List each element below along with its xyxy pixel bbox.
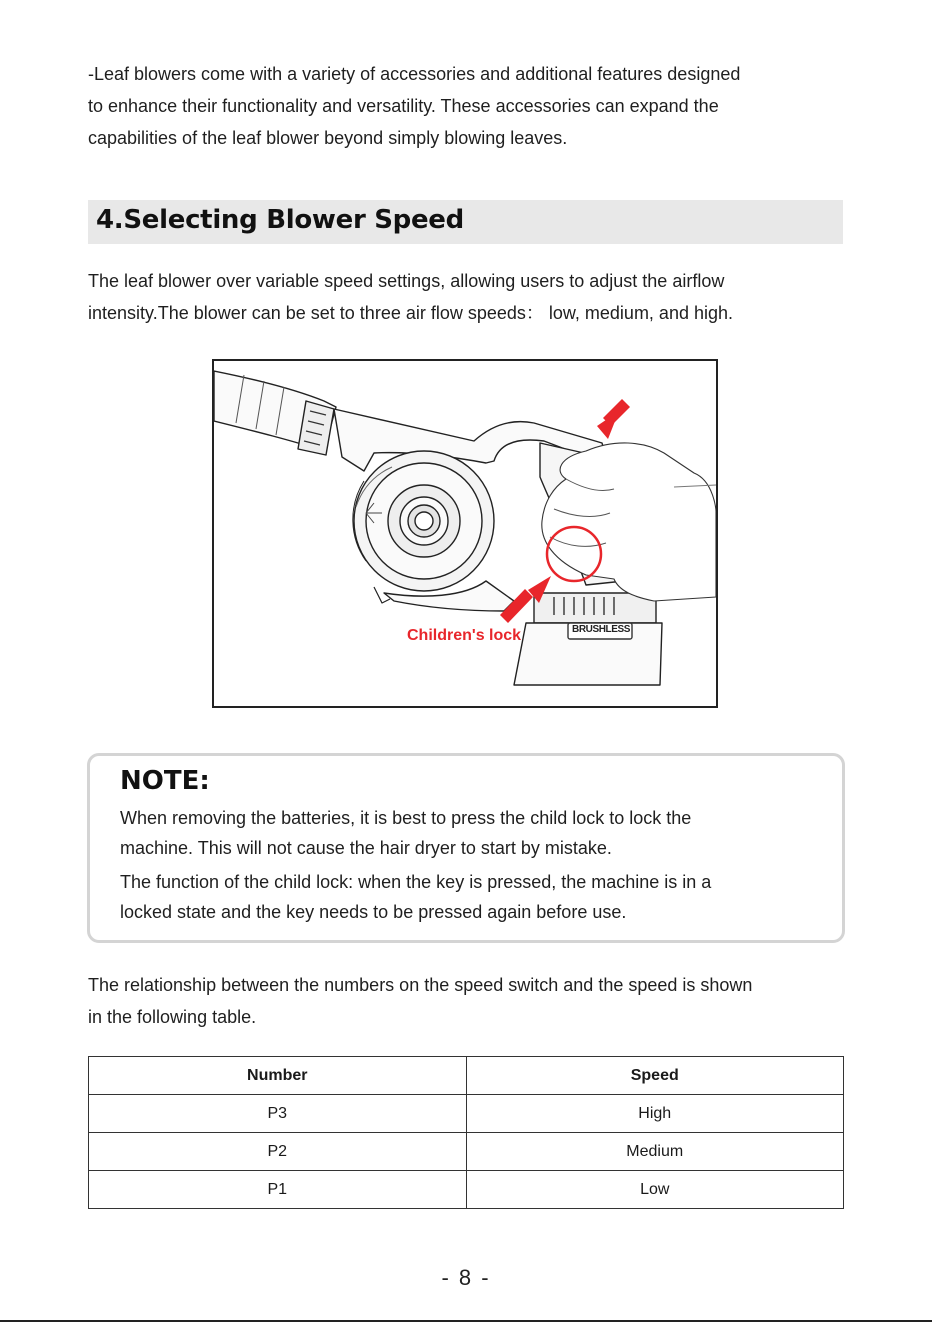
- section-heading-bar: [88, 200, 843, 244]
- intro-line: to enhance their functionality and versatility. These accessories can expand the: [88, 96, 719, 116]
- intro-line: -Leaf blowers come with a variety of accessories and additional features designed: [88, 64, 741, 84]
- column-header-speed: Speed: [466, 1057, 844, 1095]
- blower-illustration: [212, 359, 718, 708]
- cell-number: P2: [89, 1133, 467, 1171]
- note-box: [87, 753, 845, 943]
- bottom-divider: [0, 1320, 932, 1322]
- table-header-row: [89, 1057, 844, 1095]
- speed-description-line: The leaf blower over variable speed settings, allowing users to adjust the airflow: [88, 271, 725, 291]
- note-line: machine. This will not cause the hair dryer to start by mistake.: [120, 838, 612, 858]
- page-number: - 8 -: [441, 1265, 491, 1290]
- speed-description-line: intensity.The blower can be set to three air flow speeds： low, medium, and high.: [88, 303, 734, 323]
- intro-line: capabilities of the leaf blower beyond simply blowing leaves.: [88, 128, 568, 148]
- cell-speed: Low: [466, 1171, 844, 1209]
- table-row: [89, 1171, 844, 1209]
- cell-number: P3: [89, 1095, 467, 1133]
- blower-drawing: [214, 361, 716, 706]
- speed-table: [88, 1056, 844, 1209]
- note-paragraph: [120, 803, 691, 863]
- cell-speed: Medium: [466, 1133, 844, 1171]
- table-row: [89, 1095, 844, 1133]
- childrens-lock-label: Children's lock: [407, 627, 522, 644]
- note-title: NOTE:: [120, 766, 210, 796]
- note-line: locked state and the key needs to be pressed again before use.: [120, 902, 627, 922]
- note-paragraph: [120, 867, 711, 927]
- column-header-number: Number: [89, 1057, 467, 1095]
- table-intro-line: in the following table.: [88, 1007, 257, 1027]
- intro-paragraph: [88, 58, 740, 154]
- table-intro: [88, 969, 752, 1033]
- table-row: [89, 1133, 844, 1171]
- table-intro-line: The relationship between the numbers on the speed switch and the speed is shown: [88, 975, 753, 995]
- cell-number: P1: [89, 1171, 467, 1209]
- cell-speed: High: [466, 1095, 844, 1133]
- speed-description: [88, 265, 733, 329]
- note-line: When removing the batteries, it is best to press the child lock to lock the: [120, 808, 692, 828]
- brushless-label: BRUSHLESS: [572, 624, 631, 635]
- note-line: The function of the child lock: when the key is pressed, the machine is in a: [120, 872, 712, 892]
- section-heading: 4.Selecting Blower Speed: [96, 205, 464, 235]
